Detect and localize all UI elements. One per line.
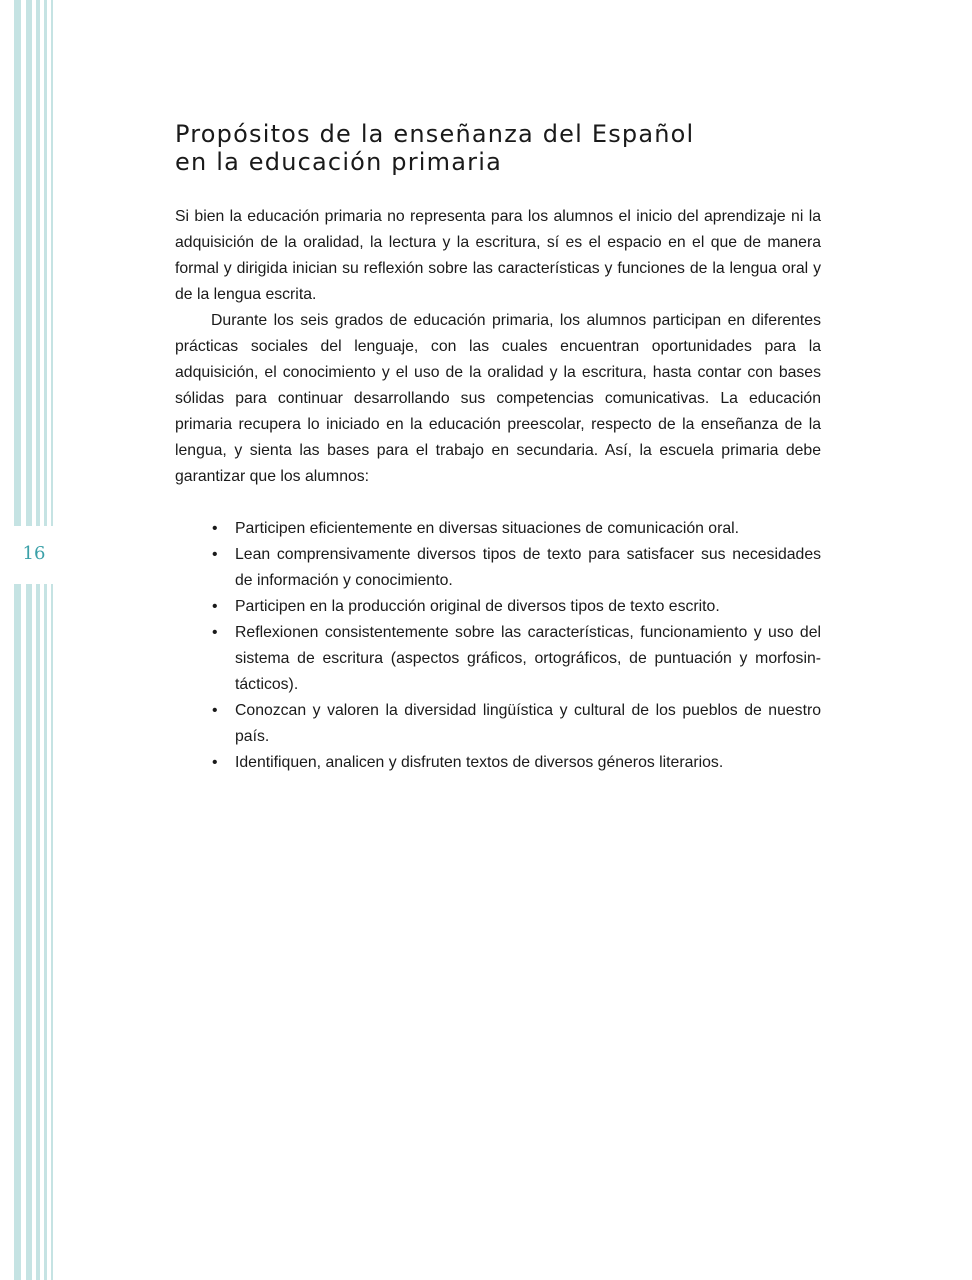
list-item (175, 594, 821, 620)
bullet-icon: • (212, 546, 218, 563)
stripe (44, 584, 47, 1280)
list-item-text: Lean comprensivamente diversos tipos de texto para satisfacer sus necesidades de información y conocimiento. (235, 546, 821, 589)
stripes-bottom (0, 584, 60, 1280)
bullet-icon: • (212, 624, 218, 641)
paragraph-grades: Durante los seis grados de educación primaria, los alumnos participan en diferentes prácticas sociales del lenguaje, con las cuales encuentran oportunidades para la adquisición, el conocimiento y el uso de la oralidad y la escritura, hasta contar con bases sólidas para continuar desarrollando sus competencias comunicativas. La educación primaria recupera lo iniciado en la educación preescolar, respecto de la enseñanza de la lengua, y sienta las bases para el trabajo en secundaria. Así, la escuela primaria debe garantizar que los alumnos: (175, 312, 821, 485)
page-content (175, 120, 821, 776)
paragraph-intro: Si bien la educación primaria no representa para los alumnos el inicio del aprendizaje ni la adquisición de la oralidad, la lectura y la escritura, sí es el espacio en el que de manera formal y dirigida inician su reflexión sobre las características y funciones de la lengua oral y de la lengua escrita. (175, 208, 821, 303)
list-item (175, 750, 821, 776)
bullet-icon: • (212, 598, 218, 615)
bullet-icon: • (212, 702, 218, 719)
stripe (36, 0, 40, 526)
stripe (51, 584, 53, 1280)
stripe (36, 584, 40, 1280)
list-item (175, 542, 821, 594)
list-item (175, 698, 821, 750)
list-item-text: Conozcan y valoren la diversidad lingüística y cultural de los pueblos de nuestro país. (235, 702, 821, 745)
title-line-2: en la educación primaria (175, 148, 503, 176)
bullet-icon: • (212, 754, 218, 771)
stripe (26, 584, 32, 1280)
purposes-list (175, 516, 821, 776)
list-item (175, 620, 821, 698)
stripe (14, 0, 21, 526)
page-number: 16 (22, 543, 46, 564)
title-line-1: Propósitos de la enseñanza del Español (175, 120, 695, 148)
stripe (26, 0, 32, 526)
decorative-side-stripes (0, 0, 60, 1280)
list-item-text: Reflexionen consistentemente sobre las características, funcionamiento y uso del sistema de escritura (aspectos gráficos, ortográficos, de puntuación y morfosintácticos). (235, 624, 821, 693)
list-item-text: Participen en la producción original de diversos tipos de texto escrito. (235, 598, 720, 615)
stripes-top (0, 0, 60, 526)
list-item-text: Participen eficientemente en diversas situaciones de comunicación oral. (235, 520, 740, 537)
page-title (175, 120, 821, 176)
stripe (44, 0, 47, 526)
stripe (14, 584, 21, 1280)
stripe (51, 0, 53, 526)
list-item-text: Identifiquen, analicen y disfruten textos de diversos géneros literarios. (235, 754, 724, 771)
bullet-icon: • (212, 520, 218, 537)
list-item (175, 516, 821, 542)
